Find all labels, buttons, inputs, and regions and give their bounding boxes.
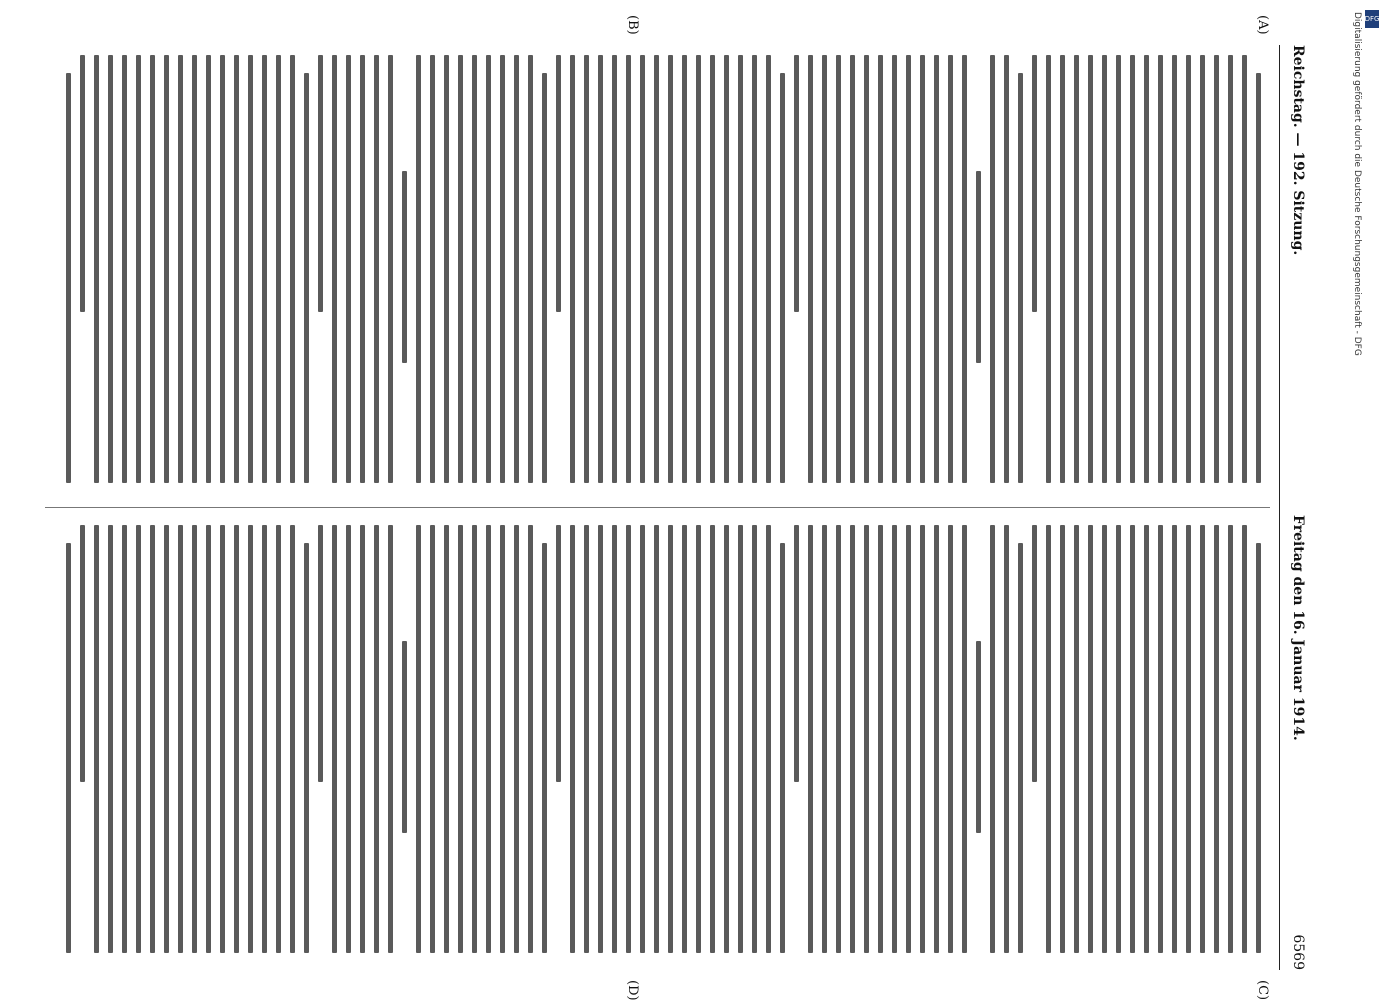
text-line-placeholder bbox=[878, 55, 883, 483]
text-line-placeholder bbox=[766, 525, 771, 953]
text-line-placeholder bbox=[556, 525, 561, 782]
text-line-placeholder bbox=[822, 525, 827, 953]
text-line-placeholder bbox=[598, 55, 603, 483]
text-line-placeholder bbox=[752, 55, 757, 483]
text-line-placeholder bbox=[262, 525, 267, 953]
text-line-placeholder bbox=[780, 543, 785, 953]
text-line-placeholder bbox=[178, 55, 183, 483]
text-line-placeholder bbox=[570, 55, 575, 483]
text-line-placeholder bbox=[402, 171, 407, 364]
text-line-placeholder bbox=[514, 525, 519, 953]
text-line-placeholder bbox=[1088, 55, 1093, 483]
text-line-placeholder bbox=[276, 525, 281, 953]
text-line-placeholder bbox=[360, 55, 365, 483]
text-line-placeholder bbox=[108, 525, 113, 953]
text-line-placeholder bbox=[724, 55, 729, 483]
text-line-placeholder bbox=[1172, 55, 1177, 483]
text-line-placeholder bbox=[1116, 55, 1121, 483]
text-line-placeholder bbox=[220, 55, 225, 483]
text-line-placeholder bbox=[1158, 525, 1163, 953]
text-line-placeholder bbox=[878, 525, 883, 953]
margin-marker-d: (D) bbox=[625, 980, 640, 1001]
text-line-placeholder bbox=[962, 525, 967, 953]
text-line-placeholder bbox=[864, 55, 869, 483]
text-line-placeholder bbox=[80, 525, 85, 782]
text-line-placeholder bbox=[570, 525, 575, 953]
text-line-placeholder bbox=[948, 55, 953, 483]
text-line-placeholder bbox=[1172, 525, 1177, 953]
text-line-placeholder bbox=[738, 525, 743, 953]
text-line-placeholder bbox=[598, 525, 603, 953]
text-line-placeholder bbox=[640, 525, 645, 953]
column-divider bbox=[45, 507, 1270, 508]
margin-marker-a: (A) bbox=[1255, 15, 1270, 35]
text-line-placeholder bbox=[500, 55, 505, 483]
left-column bbox=[45, 55, 1270, 483]
text-line-placeholder bbox=[1088, 525, 1093, 953]
text-line-placeholder bbox=[1256, 543, 1261, 953]
text-line-placeholder bbox=[1004, 55, 1009, 483]
text-line-placeholder bbox=[94, 525, 99, 953]
text-line-placeholder bbox=[1032, 525, 1037, 782]
text-line-placeholder bbox=[1116, 525, 1121, 953]
text-line-placeholder bbox=[528, 525, 533, 953]
text-line-placeholder bbox=[1242, 525, 1247, 953]
text-line-placeholder bbox=[892, 525, 897, 953]
text-line-placeholder bbox=[682, 55, 687, 483]
text-line-placeholder bbox=[640, 55, 645, 483]
text-line-placeholder bbox=[290, 525, 295, 953]
text-line-placeholder bbox=[976, 641, 981, 834]
text-line-placeholder bbox=[192, 55, 197, 483]
text-line-placeholder bbox=[1242, 55, 1247, 483]
text-line-placeholder bbox=[1200, 525, 1205, 953]
text-line-placeholder bbox=[402, 641, 407, 834]
text-line-placeholder bbox=[248, 55, 253, 483]
text-line-placeholder bbox=[332, 55, 337, 483]
text-line-placeholder bbox=[164, 55, 169, 483]
text-line-placeholder bbox=[626, 525, 631, 953]
text-line-placeholder bbox=[1046, 55, 1051, 483]
text-line-placeholder bbox=[206, 55, 211, 483]
text-line-placeholder bbox=[1102, 525, 1107, 953]
text-line-placeholder bbox=[66, 543, 71, 953]
text-line-placeholder bbox=[276, 55, 281, 483]
text-line-placeholder bbox=[192, 525, 197, 953]
text-line-placeholder bbox=[1074, 55, 1079, 483]
dfg-logo bbox=[1365, 10, 1379, 28]
text-line-placeholder bbox=[934, 55, 939, 483]
text-line-placeholder bbox=[584, 55, 589, 483]
text-line-placeholder bbox=[626, 55, 631, 483]
text-line-placeholder bbox=[1144, 525, 1149, 953]
text-line-placeholder bbox=[934, 525, 939, 953]
text-line-placeholder bbox=[458, 55, 463, 483]
text-line-placeholder bbox=[122, 525, 127, 953]
text-line-placeholder bbox=[430, 525, 435, 953]
text-line-placeholder bbox=[752, 525, 757, 953]
text-line-placeholder bbox=[374, 525, 379, 953]
text-line-placeholder bbox=[990, 55, 995, 483]
text-line-placeholder bbox=[234, 55, 239, 483]
text-line-placeholder bbox=[584, 525, 589, 953]
margin-marker-c: (C) bbox=[1255, 980, 1270, 1001]
text-line-placeholder bbox=[906, 525, 911, 953]
text-line-placeholder bbox=[150, 525, 155, 953]
text-line-placeholder bbox=[388, 55, 393, 483]
text-line-placeholder bbox=[654, 525, 659, 953]
text-line-placeholder bbox=[1186, 525, 1191, 953]
text-line-placeholder bbox=[836, 525, 841, 953]
text-line-placeholder bbox=[500, 525, 505, 953]
text-line-placeholder bbox=[1074, 525, 1079, 953]
text-line-placeholder bbox=[150, 55, 155, 483]
text-line-placeholder bbox=[542, 73, 547, 483]
text-line-placeholder bbox=[1186, 55, 1191, 483]
text-line-placeholder bbox=[948, 525, 953, 953]
text-line-placeholder bbox=[346, 525, 351, 953]
text-line-placeholder bbox=[990, 525, 995, 953]
right-column bbox=[45, 525, 1270, 953]
text-line-placeholder bbox=[808, 525, 813, 953]
text-line-placeholder bbox=[374, 55, 379, 483]
text-line-placeholder bbox=[794, 525, 799, 782]
text-line-placeholder bbox=[668, 55, 673, 483]
text-line-placeholder bbox=[710, 525, 715, 953]
text-line-placeholder bbox=[262, 55, 267, 483]
text-line-placeholder bbox=[416, 55, 421, 483]
text-line-placeholder bbox=[1144, 55, 1149, 483]
page-number: 6569 bbox=[1290, 934, 1306, 970]
text-line-placeholder bbox=[234, 525, 239, 953]
text-line-placeholder bbox=[1102, 55, 1107, 483]
text-line-placeholder bbox=[164, 525, 169, 953]
text-line-placeholder bbox=[724, 525, 729, 953]
text-line-placeholder bbox=[430, 55, 435, 483]
document-page bbox=[30, 15, 1310, 1001]
text-line-placeholder bbox=[654, 55, 659, 483]
text-line-placeholder bbox=[206, 525, 211, 953]
text-line-placeholder bbox=[66, 73, 71, 483]
text-line-placeholder bbox=[766, 55, 771, 483]
text-line-placeholder bbox=[220, 525, 225, 953]
text-line-placeholder bbox=[906, 55, 911, 483]
text-line-placeholder bbox=[1200, 55, 1205, 483]
text-line-placeholder bbox=[444, 525, 449, 953]
text-line-placeholder bbox=[1214, 55, 1219, 483]
dfg-logo-text: DFG bbox=[1364, 15, 1380, 23]
text-line-placeholder bbox=[248, 525, 253, 953]
text-line-placeholder bbox=[1256, 73, 1261, 483]
text-line-placeholder bbox=[682, 525, 687, 953]
text-line-placeholder bbox=[318, 525, 323, 782]
text-line-placeholder bbox=[1018, 543, 1023, 953]
text-line-placeholder bbox=[780, 73, 785, 483]
text-line-placeholder bbox=[836, 55, 841, 483]
text-line-placeholder bbox=[850, 55, 855, 483]
text-line-placeholder bbox=[444, 55, 449, 483]
text-line-placeholder bbox=[178, 525, 183, 953]
text-line-placeholder bbox=[808, 55, 813, 483]
text-line-placeholder bbox=[612, 525, 617, 953]
text-line-placeholder bbox=[850, 525, 855, 953]
text-line-placeholder bbox=[556, 55, 561, 312]
text-line-placeholder bbox=[542, 543, 547, 953]
text-line-placeholder bbox=[486, 55, 491, 483]
text-line-placeholder bbox=[864, 525, 869, 953]
text-line-placeholder bbox=[122, 55, 127, 483]
text-line-placeholder bbox=[696, 55, 701, 483]
text-line-placeholder bbox=[976, 171, 981, 364]
text-line-placeholder bbox=[94, 55, 99, 483]
text-line-placeholder bbox=[108, 55, 113, 483]
text-line-placeholder bbox=[822, 55, 827, 483]
text-line-placeholder bbox=[346, 55, 351, 483]
text-line-placeholder bbox=[696, 525, 701, 953]
text-line-placeholder bbox=[1060, 55, 1065, 483]
text-line-placeholder bbox=[962, 55, 967, 483]
text-line-placeholder bbox=[738, 55, 743, 483]
text-line-placeholder bbox=[136, 525, 141, 953]
text-line-placeholder bbox=[612, 55, 617, 483]
text-line-placeholder bbox=[1228, 55, 1233, 483]
text-line-placeholder bbox=[794, 55, 799, 312]
header-date: Freitag den 16. Januar 1914. bbox=[1290, 515, 1306, 741]
text-line-placeholder bbox=[920, 55, 925, 483]
text-line-placeholder bbox=[1130, 525, 1135, 953]
header-left-title: Reichstag. — 192. Sitzung. bbox=[1290, 45, 1306, 256]
text-line-placeholder bbox=[472, 55, 477, 483]
text-line-placeholder bbox=[1004, 525, 1009, 953]
text-line-placeholder bbox=[458, 525, 463, 953]
text-line-placeholder bbox=[472, 525, 477, 953]
text-line-placeholder bbox=[1046, 525, 1051, 953]
text-line-placeholder bbox=[304, 73, 309, 483]
text-line-placeholder bbox=[290, 55, 295, 483]
text-line-placeholder bbox=[360, 525, 365, 953]
text-line-placeholder bbox=[1032, 55, 1037, 312]
text-line-placeholder bbox=[668, 525, 673, 953]
text-line-placeholder bbox=[80, 55, 85, 312]
text-line-placeholder bbox=[920, 525, 925, 953]
text-line-placeholder bbox=[1130, 55, 1135, 483]
text-line-placeholder bbox=[304, 543, 309, 953]
text-line-placeholder bbox=[528, 55, 533, 483]
header-rule bbox=[1279, 45, 1280, 970]
text-line-placeholder bbox=[332, 525, 337, 953]
text-line-placeholder bbox=[710, 55, 715, 483]
text-line-placeholder bbox=[318, 55, 323, 312]
text-line-placeholder bbox=[416, 525, 421, 953]
text-line-placeholder bbox=[136, 55, 141, 483]
digitization-credit: Digitalisierung gefördert durch die Deutsche Forschungsgemeinschaft - DFG bbox=[1352, 12, 1362, 356]
text-line-placeholder bbox=[388, 525, 393, 953]
text-line-placeholder bbox=[486, 525, 491, 953]
margin-marker-b: (B) bbox=[625, 15, 640, 35]
text-line-placeholder bbox=[1018, 73, 1023, 483]
page-header bbox=[1280, 45, 1310, 970]
text-line-placeholder bbox=[1214, 525, 1219, 953]
text-line-placeholder bbox=[1060, 525, 1065, 953]
text-line-placeholder bbox=[514, 55, 519, 483]
text-line-placeholder bbox=[1158, 55, 1163, 483]
text-line-placeholder bbox=[892, 55, 897, 483]
text-line-placeholder bbox=[1228, 525, 1233, 953]
